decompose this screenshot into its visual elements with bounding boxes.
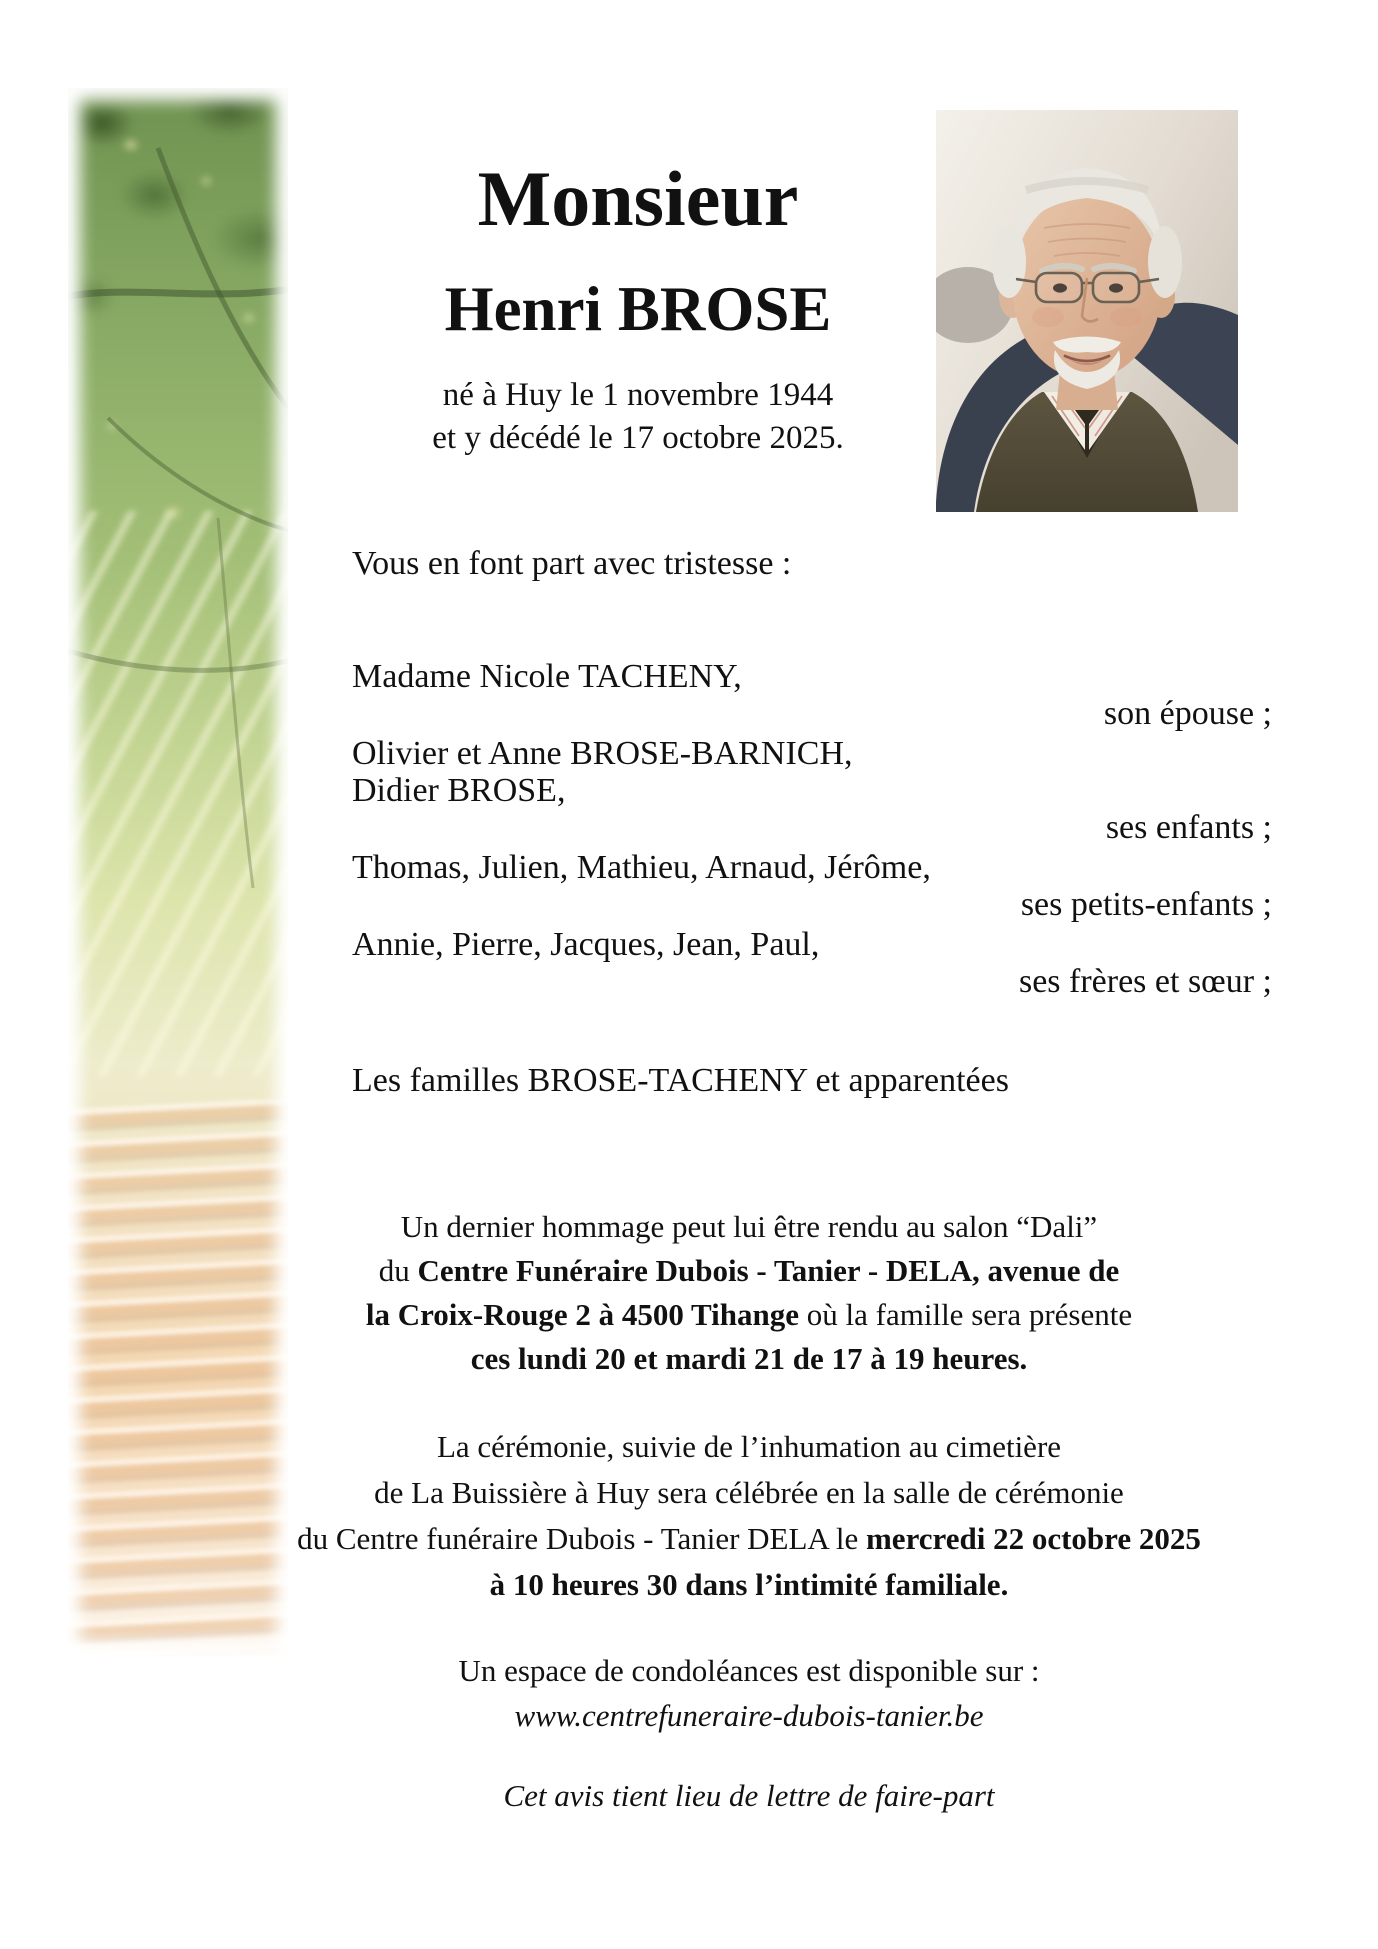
hair-side-left: [992, 226, 1026, 298]
family-names: Annie, Pierre, Jacques, Jean, Paul,: [352, 926, 820, 963]
tribute-paragraph: [289, 1205, 1209, 1381]
deceased-name: Henri BROSE: [444, 273, 832, 344]
family-names: Thomas, Julien, Mathieu, Arnaud, Jérôme,: [352, 849, 931, 886]
family-group-siblings: [352, 926, 1272, 1000]
relation-label: ses enfants ;: [1105, 809, 1272, 846]
ceremony-time: à 10 heures 30 dans l’intimité familiale.: [489, 1567, 1009, 1602]
farewell-note: Cet avis tient lieu de lettre de faire-part: [503, 1778, 995, 1813]
family-names: Olivier et Anne BROSE-BARNICH,: [352, 735, 853, 772]
tribute-line: [289, 1293, 1209, 1337]
eye-left: [1053, 283, 1067, 292]
family-group-children: [352, 735, 1272, 846]
funeral-home-name: Centre Funéraire Dubois - Tanier - DELA, avenue de: [417, 1253, 1120, 1288]
tribute-line: [289, 1337, 1209, 1381]
death-line: et y décédé le 17 octobre 2025.: [432, 419, 844, 456]
cheek-left: [1032, 307, 1064, 327]
ceremony-line: [289, 1516, 1209, 1562]
announcement-intro: Vous en font part avec tristesse :: [352, 545, 792, 582]
ceremony-text: de La Buissière à Huy sera célébrée en la salle de cérémonie: [374, 1475, 1124, 1510]
ceremony-text: du Centre funéraire Dubois - Tanier DELA le: [297, 1521, 866, 1556]
salutation-text: Monsieur: [477, 155, 799, 242]
tribute-line: [289, 1249, 1209, 1293]
birth-line: né à Huy le 1 novembre 1944: [442, 377, 834, 414]
ceremony-line: [289, 1424, 1209, 1470]
website-url: www.centrefuneraire-dubois-tanier.be: [514, 1698, 984, 1733]
title-block: [288, 155, 988, 460]
family-group-grandchildren: [352, 849, 1272, 923]
funeral-home-address: la Croix-Rouge 2 à 4500 Tihange: [365, 1297, 800, 1332]
family-group-spouse: [352, 658, 1272, 732]
families-line: Les familles BROSE-TACHENY et apparentées: [352, 1062, 1009, 1099]
cheek-right: [1110, 307, 1142, 327]
ceremony-line: [289, 1470, 1209, 1516]
ceremony-text: La cérémonie, suivie de l’inhumation au cimetière: [436, 1429, 1062, 1464]
condolences-block: [289, 1648, 1209, 1738]
family-list: [352, 658, 1272, 1003]
life-dates: [288, 374, 988, 460]
forest-banner-image: [68, 88, 288, 1656]
family-names: Didier BROSE,: [352, 772, 566, 809]
relation-label: son épouse ;: [1103, 695, 1272, 732]
ceremony-date: mercredi 22 octobre 2025: [865, 1521, 1201, 1556]
condolences-intro: Un espace de condoléances est disponible sur :: [458, 1653, 1040, 1688]
tribute-text: Un dernier hommage peut lui être rendu au salon “Dali”: [400, 1209, 1098, 1244]
ceremony-line: [289, 1562, 1209, 1608]
eye-right: [1109, 283, 1123, 292]
tribute-line: [289, 1205, 1209, 1249]
tribute-text: où la famille sera présente: [799, 1297, 1133, 1332]
tribute-text: du: [378, 1253, 418, 1288]
ceremony-paragraph: [289, 1424, 1209, 1608]
visitation-hours: ces lundi 20 et mardi 21 de 17 à 19 heures.: [470, 1341, 1028, 1376]
relation-label: ses frères et sœur ;: [1018, 963, 1272, 1000]
family-names: Madame Nicole TACHENY,: [352, 658, 742, 695]
soft-edge-fade: [68, 88, 288, 1656]
hair-side-right: [1148, 226, 1182, 298]
relation-label: ses petits-enfants ;: [1020, 886, 1272, 923]
